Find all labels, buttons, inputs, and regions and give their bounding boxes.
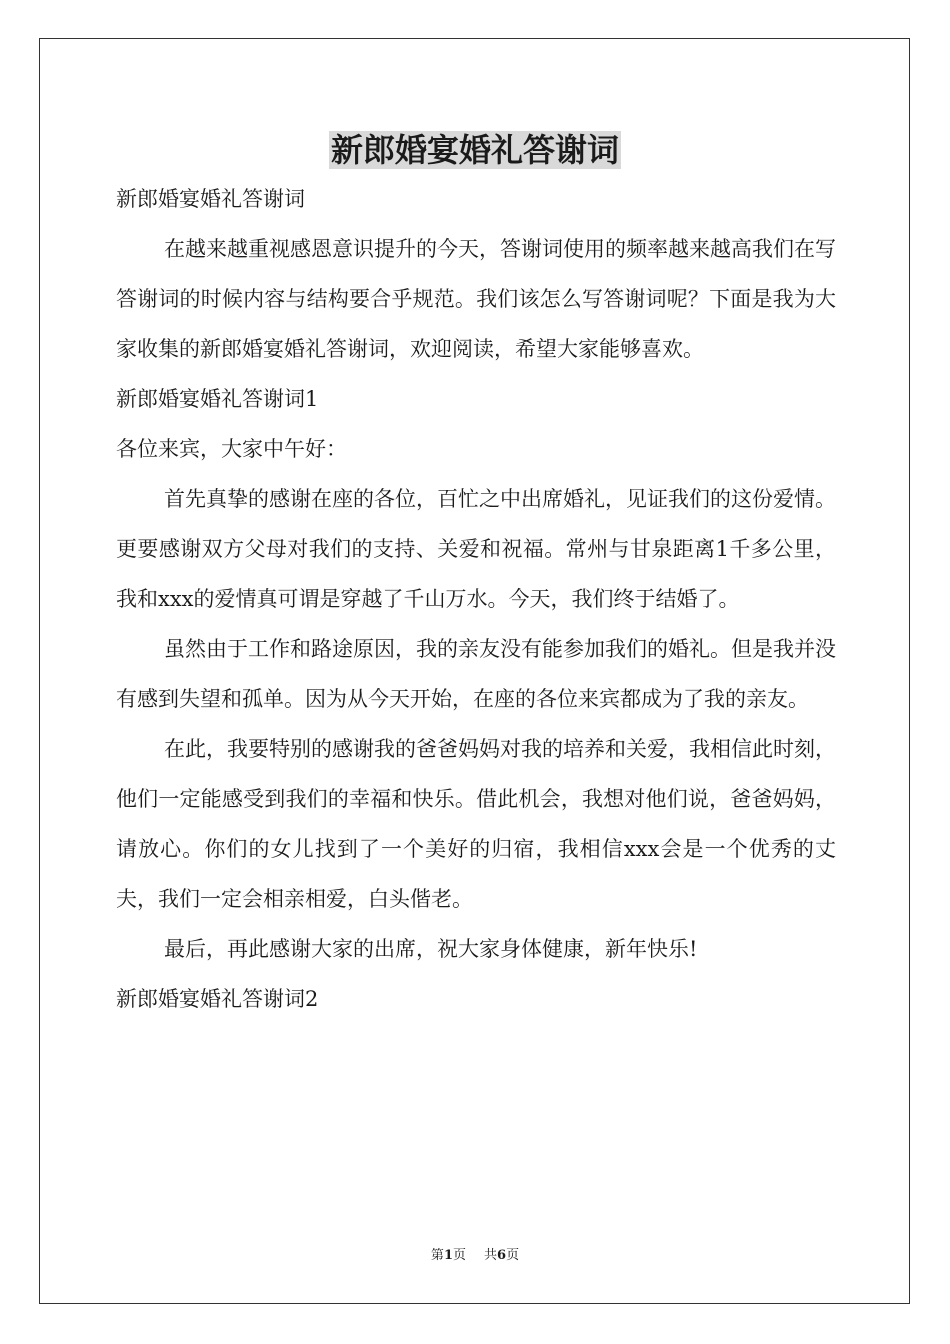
- page-footer: [0, 1246, 950, 1266]
- paragraph-thanks: 首先真挚的感谢在座的各位，百忙之中出席婚礼，见证我们的这份爱情。更要感谢双方父母对我们的支持、关爱和祝福。常州与甘泉距离1千多公里，我和xxx的爱情真可谓是穿越了千山万水。今天，我们终于结婚了。: [116, 487, 836, 611]
- paragraph-subtitle: 新郎婚宴婚礼答谢词: [116, 187, 305, 211]
- footer-total-pages: 6: [497, 1248, 507, 1263]
- footer-page-suffix: 页: [452, 1248, 466, 1263]
- paragraph-relatives: 虽然由于工作和路途原因，我的亲友没有能参加我们的婚礼。但是我并没有感到失望和孤单。因为从今天开始，在座的各位来宾都成为了我的亲友。: [116, 637, 836, 711]
- footer-page-number: 1: [443, 1248, 453, 1263]
- document-title: [0, 124, 950, 176]
- paragraph-intro: 在越来越重视感恩意识提升的今天，答谢词使用的频率越来越高我们在写答谢词的时候内容与结构要合乎规范。我们该怎么写答谢词呢？下面是我为大家收集的新郎婚宴婚礼答谢词，欢迎阅读，希望大家能够喜欢。: [116, 237, 836, 361]
- footer-page-prefix: 第: [430, 1248, 444, 1263]
- document-title-text: 新郎婚宴婚礼答谢词: [330, 131, 619, 169]
- paragraph-closing: 最后，再此感谢大家的出席，祝大家身体健康，新年快乐!: [164, 937, 698, 961]
- footer-total-suffix: 页: [506, 1248, 520, 1263]
- section-heading-2: 新郎婚宴婚礼答谢词2: [116, 987, 319, 1011]
- footer-total-prefix: 共: [484, 1248, 498, 1263]
- paragraph-parents: 在此，我要特别的感谢我的爸爸妈妈对我的培养和关爱，我相信此时刻，他们一定能感受到我们的幸福和快乐。借此机会，我想对他们说，爸爸妈妈，请放心。你们的女儿找到了一个美好的归宿，我相信xxx会是一个优秀的丈夫，我们一定会相亲相爱，白头偕老。: [116, 737, 836, 911]
- document-body: [116, 174, 836, 1024]
- section-heading-1: 新郎婚宴婚礼答谢词1: [116, 387, 319, 411]
- paragraph-greeting: 各位来宾，大家中午好：: [116, 437, 347, 461]
